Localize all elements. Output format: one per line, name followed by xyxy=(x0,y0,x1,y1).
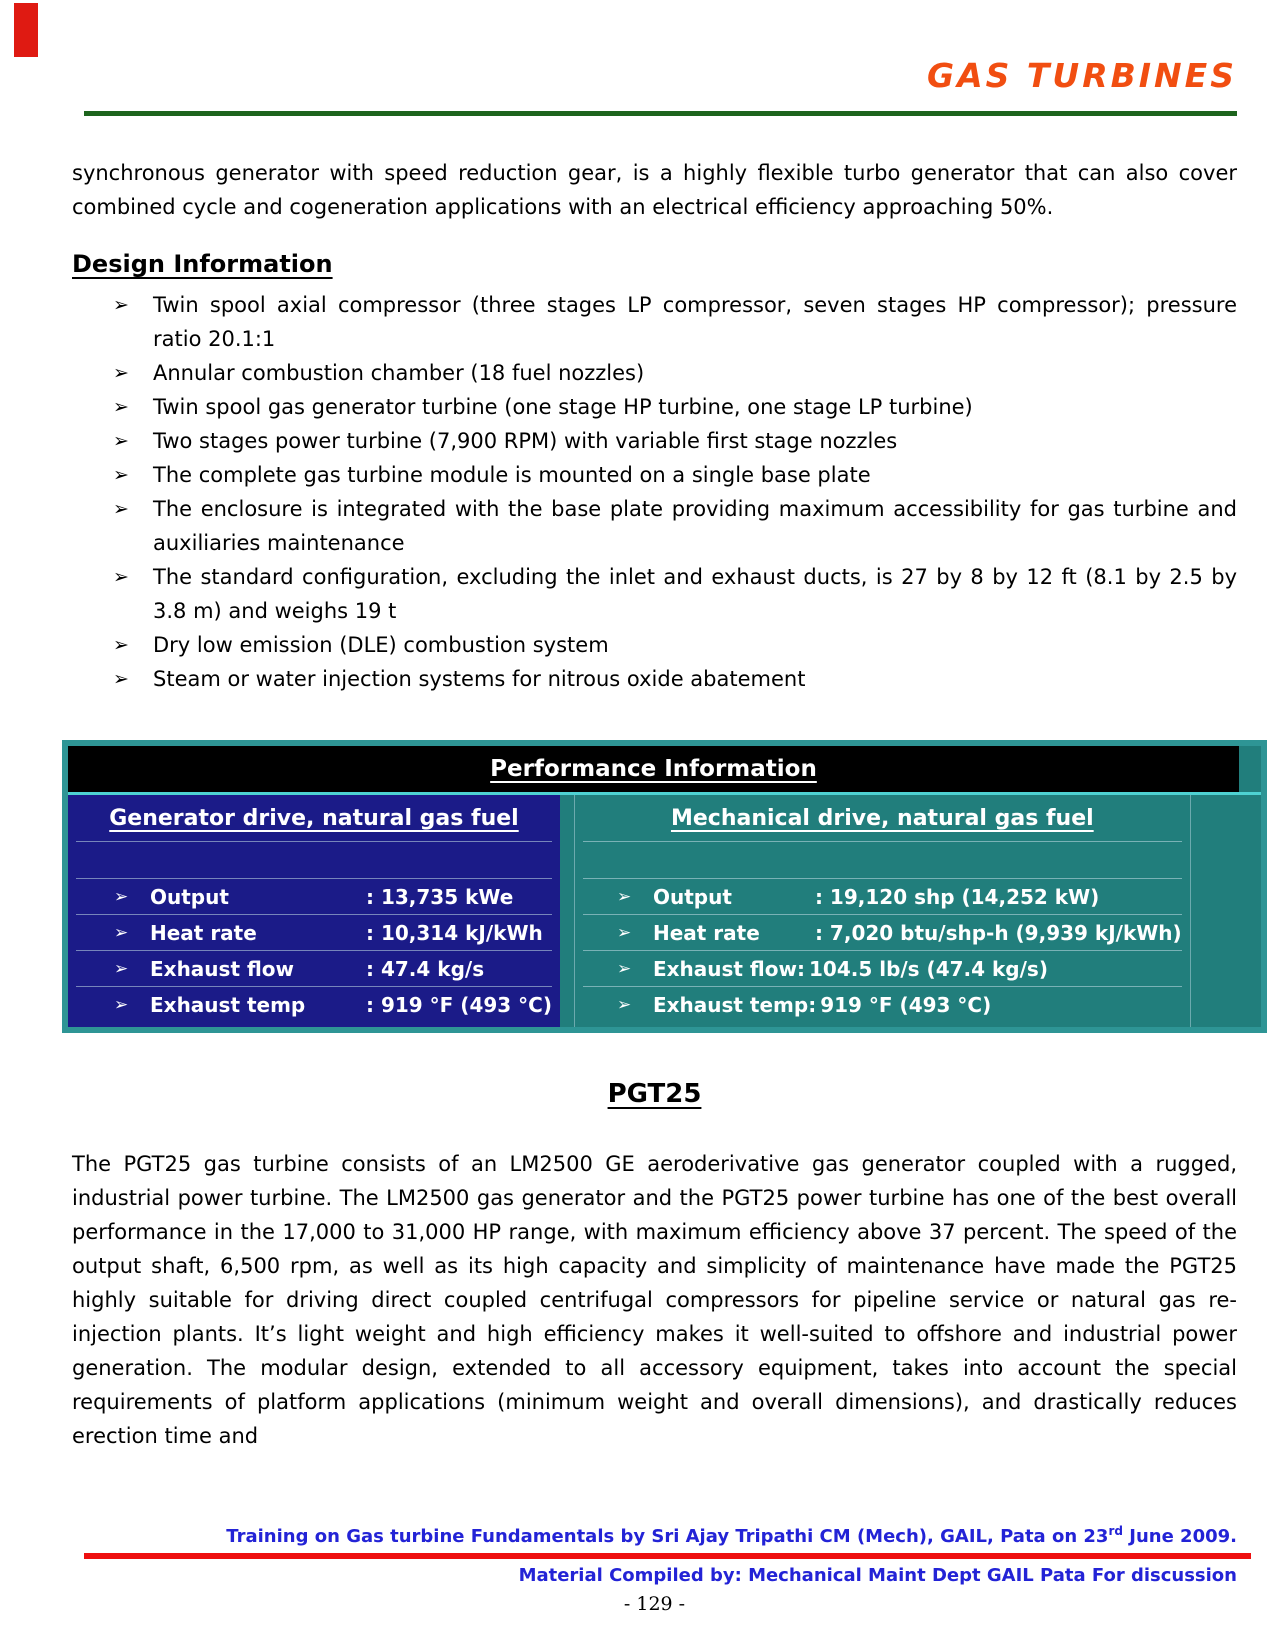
row-label: Exhaust temp xyxy=(150,992,306,1017)
bullet-arrow-icon: ➢ xyxy=(113,668,129,690)
footer-compiled-line: Material Compiled by: Mechanical Maint Dept GAIL Pata For discussion xyxy=(518,1565,1237,1586)
footer-red-rule xyxy=(84,1553,1251,1559)
list-item xyxy=(72,390,1237,424)
bullet-arrow-icon: ➢ xyxy=(616,886,632,907)
list-item-text: Two stages power turbine (7,900 RPM) with variable first stage nozzles xyxy=(153,429,898,453)
row-value: : 7,020 btu/shp-h (9,939 kJ/kWh) xyxy=(814,920,1182,945)
bullet-arrow-icon: ➢ xyxy=(113,396,129,418)
row-value: : 10,314 kJ/kWh xyxy=(366,920,543,945)
row-value: : 47.4 kg/s xyxy=(366,956,485,981)
table-row xyxy=(76,914,552,950)
row-value: : 919 °F (493 °C) xyxy=(366,992,552,1017)
pgt25-paragraph: The PGT25 gas turbine consists of an LM2500 GE aeroderivative gas generator coupled with a rugged, industrial power turbine. The LM2500 gas generator and the PGT25 power turbine has one of the best overall performance in the 17,000 to 31,000 HP range, with maximum efficiency above 37 percent. The speed of the output shaft, 6,500 rpm, as well as its high capacity and simplicity of maintenance have made the PGT25 highly suitable for driving direct coupled centrifugal compressors for pipeline service or natural gas re-injection plants. It’s light weight and high efficiency makes it well-suited to offshore and industrial power generation. The modular design, extended to all accessory equipment, takes into account the special requirements of platform applications (minimum weight and overall dimensions), and drastically reduces erection time and xyxy=(72,1152,1237,1448)
footer-training-text: Training on Gas turbine Fundamentals by Sri Ajay Tripathi CM (Mech), GAIL, Pata on 23 xyxy=(226,1526,1109,1547)
bullet-arrow-icon: ➢ xyxy=(616,958,632,979)
generator-drive-header-text: Generator drive, natural gas fuel xyxy=(109,805,519,831)
bullet-arrow-icon: ➢ xyxy=(113,294,129,316)
bullet-arrow-icon: ➢ xyxy=(113,362,129,384)
bullet-arrow-icon: ➢ xyxy=(114,886,129,907)
performance-table xyxy=(62,740,1267,1033)
list-item xyxy=(72,458,1237,492)
pgt25-heading xyxy=(72,1079,1237,1109)
footer-training-date: June 2009. xyxy=(1122,1526,1237,1547)
bullet-arrow-icon: ➢ xyxy=(616,922,632,943)
pgt25-heading-text: PGT25 xyxy=(607,1079,702,1109)
row-label: Heat rate xyxy=(150,920,257,945)
footer-ordinal-superscript: rd xyxy=(1108,1524,1123,1538)
list-item xyxy=(72,662,1237,696)
design-information-heading: Design Information xyxy=(72,250,333,278)
header-rule xyxy=(84,111,1237,116)
row-value: : 19,120 shp (14,252 kW) xyxy=(814,884,1100,909)
list-item-text: The standard configuration, excluding the inlet and exhaust ducts, is 27 by 8 by 12 ft (8.1 by 2.5 by 3.8 m) and weighs 19 t xyxy=(153,565,1237,623)
page-footer xyxy=(72,1518,1237,1615)
page-title: GAS TURBINES xyxy=(927,56,1237,95)
spacer-row xyxy=(583,841,1182,878)
list-item-text: Twin spool gas generator turbine (one stage HP turbine, one stage LP turbine) xyxy=(153,395,973,419)
table-row xyxy=(583,950,1182,986)
list-item xyxy=(72,424,1237,458)
table-row xyxy=(583,878,1182,914)
list-item-text: The enclosure is integrated with the base plate providing maximum accessibility for gas turbine and auxiliaries maintenance xyxy=(153,497,1237,555)
mechanical-drive-rows xyxy=(583,841,1182,1022)
table-row xyxy=(583,914,1182,950)
table-row xyxy=(76,878,552,914)
row-label: Exhaust flow: xyxy=(652,956,805,981)
row-label: Exhaust temp: xyxy=(652,992,817,1017)
design-bullet-list xyxy=(72,288,1237,696)
row-value: : 13,735 kWe xyxy=(366,884,514,909)
table-row xyxy=(76,950,552,986)
list-item-text: Steam or water injection systems for nitrous oxide abatement xyxy=(153,667,806,691)
row-value: 919 °F (493 °C) xyxy=(820,992,992,1017)
table-row xyxy=(583,986,1182,1022)
list-item-text: Dry low emission (DLE) combustion system xyxy=(153,633,609,657)
spacer-row xyxy=(76,841,552,878)
table-row xyxy=(76,986,552,1022)
footer-training-line xyxy=(72,1518,1237,1550)
list-item-text: Twin spool axial compressor (three stages LP compressor, seven stages HP compressor); pressure ratio 20.1:1 xyxy=(153,293,1237,351)
row-label: Output xyxy=(652,884,732,909)
intro-paragraph: synchronous generator with speed reduction gear, is a highly flexible turbo generator that can also cover combined cycle and cogeneration applications with an electrical efficiency approaching 50%. xyxy=(72,161,1237,219)
mechanical-drive-column xyxy=(574,795,1191,1027)
bullet-arrow-icon: ➢ xyxy=(113,498,129,520)
list-item-text: The complete gas turbine module is mounted on a single base plate xyxy=(153,463,871,487)
bullet-arrow-icon: ➢ xyxy=(113,464,129,486)
row-label: Heat rate xyxy=(652,920,760,945)
row-label: Output xyxy=(150,884,229,909)
list-item xyxy=(72,492,1237,560)
bullet-arrow-icon: ➢ xyxy=(113,430,129,452)
row-value: 104.5 lb/s (47.4 kg/s) xyxy=(808,956,1048,981)
bullet-arrow-icon: ➢ xyxy=(114,922,129,943)
bullet-arrow-icon: ➢ xyxy=(114,958,129,979)
list-item-text: Annular combustion chamber (18 fuel nozzles) xyxy=(153,361,645,385)
generator-drive-header xyxy=(68,795,560,841)
mechanical-drive-header-text: Mechanical drive, natural gas fuel xyxy=(670,805,1094,831)
list-item xyxy=(72,288,1237,356)
bullet-arrow-icon: ➢ xyxy=(114,994,129,1015)
bullet-arrow-icon: ➢ xyxy=(616,994,632,1015)
performance-table-title: Performance Information xyxy=(490,756,817,782)
list-item xyxy=(72,356,1237,390)
list-item xyxy=(72,628,1237,662)
generator-drive-rows xyxy=(76,841,552,1022)
page-number: - 129 - xyxy=(623,1593,686,1615)
mechanical-drive-header xyxy=(575,795,1190,841)
row-label: Exhaust flow xyxy=(150,956,295,981)
generator-drive-column xyxy=(68,795,560,1027)
table-columns xyxy=(68,795,1261,1027)
red-corner-mark xyxy=(14,3,38,57)
list-item xyxy=(72,560,1237,628)
performance-table-title-band xyxy=(68,746,1239,792)
bullet-arrow-icon: ➢ xyxy=(113,566,129,588)
bullet-arrow-icon: ➢ xyxy=(113,634,129,656)
page-content xyxy=(72,0,1237,1453)
